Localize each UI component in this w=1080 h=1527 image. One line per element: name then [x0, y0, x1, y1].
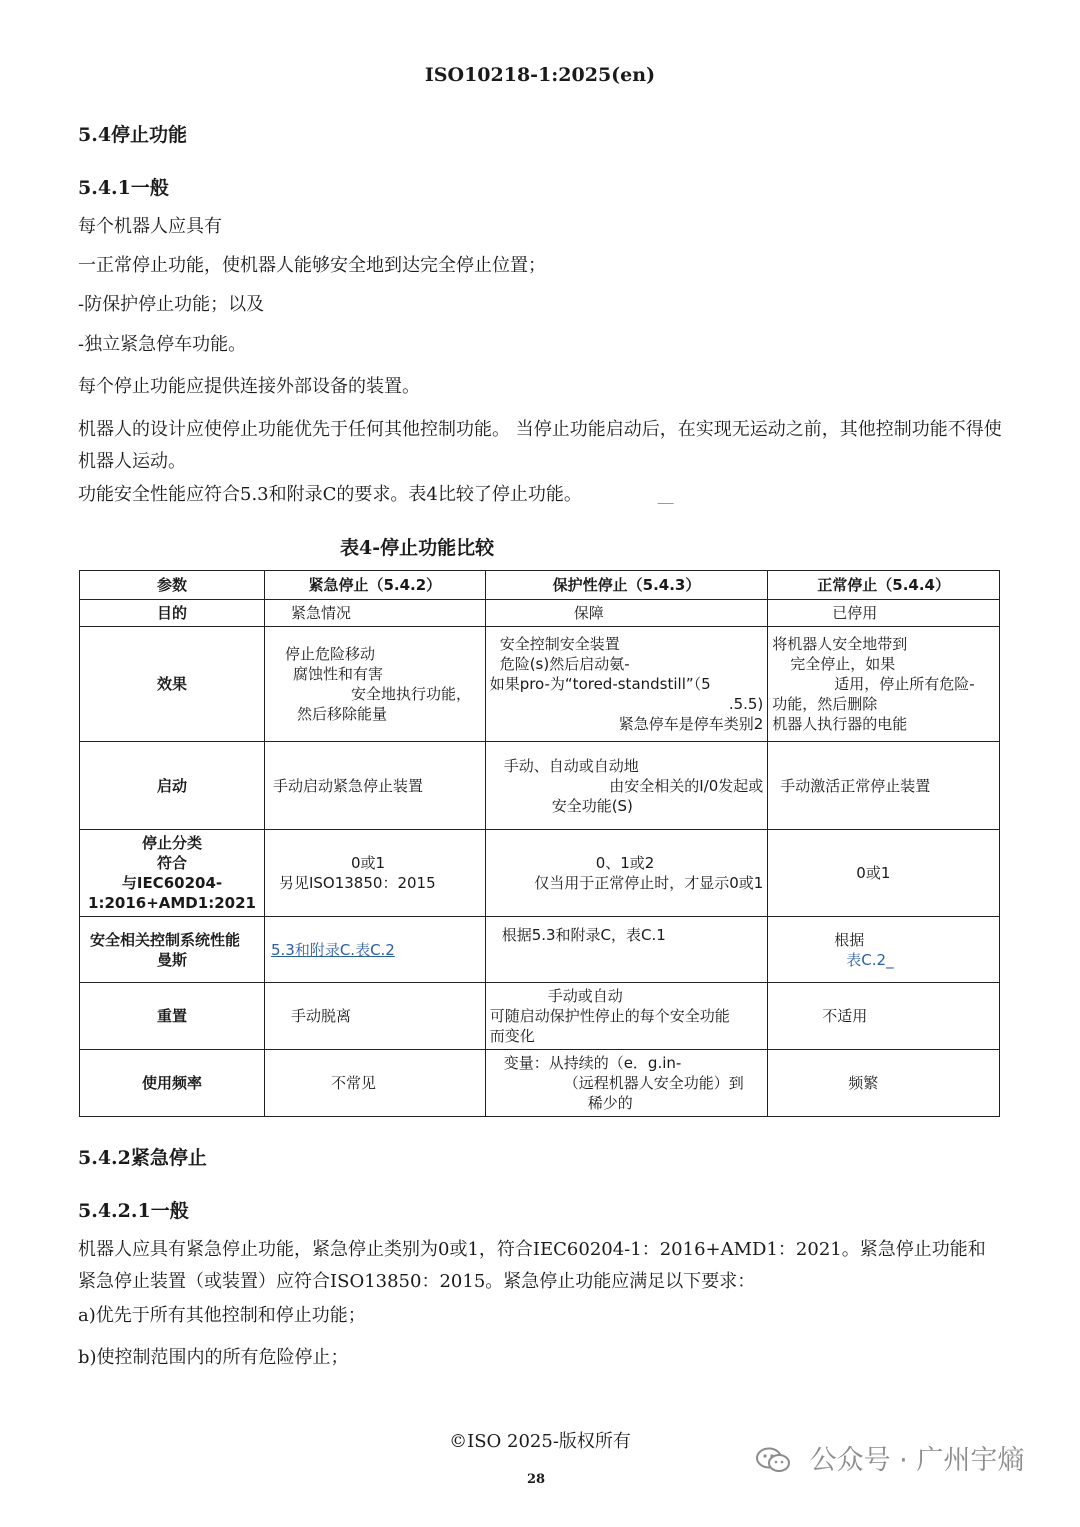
cell-line: 稀少的: [587, 1094, 633, 1112]
cell: 频繁: [768, 1050, 1000, 1117]
paragraph: 每个停止功能应提供连接外部设备的装置。: [78, 376, 420, 397]
cell-line: 0、1或2: [595, 854, 655, 872]
cell: 根据5.3和附录C，表C.1: [485, 917, 768, 983]
paragraph: 一正常停止功能，使机器人能够安全地到达完全停止位置；: [78, 255, 546, 276]
row-label-performance: [80, 917, 265, 983]
document-id-header: ISO10218-1:2025(en): [424, 64, 656, 86]
cell-line: 另见ISO13850：2015: [278, 874, 436, 892]
table-row: [80, 830, 1000, 917]
cell-line: 变量：从持续的（e．g.in-: [503, 1054, 682, 1072]
page-number: 28: [527, 1472, 546, 1487]
cell-line: 适用，停止所有危险-: [834, 675, 975, 693]
cell-line: 安全控制安全装置: [499, 635, 620, 653]
row-label-reset: 重置: [80, 983, 265, 1050]
header-parameter: 参数: [80, 571, 265, 600]
cell: [485, 742, 768, 830]
cross-reference-link[interactable]: 5.3和附录C.表C.2: [270, 940, 395, 959]
cell: [485, 983, 768, 1050]
cell-line: 危险(s)然后启动氨-: [499, 655, 630, 673]
paragraph: 每个机器人应具有: [78, 216, 222, 237]
table-row: [80, 627, 1000, 742]
list-item: a)优先于所有其他控制和停止功能；: [78, 1305, 366, 1326]
cell-line: 安全功能(S): [551, 796, 633, 815]
cell-line: 1:2016+AMD1:2021: [88, 894, 256, 912]
cell: 不适用: [768, 983, 1000, 1050]
cell-line: 腐蚀性和有害: [292, 665, 383, 683]
cell-line: 停止危险移动: [284, 645, 375, 663]
cell: 保障: [485, 600, 768, 627]
cell: [485, 830, 768, 917]
cell: 不常见: [264, 1050, 485, 1117]
row-label-effect: 效果: [80, 627, 265, 742]
cell-line: 根据: [834, 930, 865, 949]
section-5-4-1-title: 5.4.1一般: [78, 177, 169, 199]
cell-line: 机器人执行器的电能: [772, 715, 908, 733]
cell: 手动启动紧急停止装置: [264, 742, 485, 830]
cell-line: 如果pro-为“tored-standstill”（5: [489, 675, 711, 693]
row-label-purpose: 目的: [80, 600, 265, 627]
cell-line: （远程机器人安全功能）到: [563, 1074, 744, 1092]
cell: [264, 917, 485, 983]
wechat-icon: [755, 1447, 791, 1473]
cell-line: 仅当用于正常停止时，才显示0或1: [534, 874, 764, 892]
paragraph: [78, 479, 1003, 511]
paragraph: 机器人应具有紧急停止功能，紧急停止类别为0或1，符合IEC60204-1：2016+AMD1：2021。紧急停止功能和紧急停止装置（或装置）应符合ISO13850：2015。紧急停止功能应满足以下要求：: [78, 1239, 986, 1292]
cell-line: 符合: [156, 854, 187, 872]
cell: 手动脱离: [264, 983, 485, 1050]
cell-line: 紧急停车是停车类别2: [618, 715, 764, 733]
table-caption: 表4-停止功能比较: [340, 537, 495, 559]
section-5-4-2-1-title: 5.4.2.1一般: [78, 1200, 189, 1222]
list-item: b)使控制范围内的所有危险停止；: [78, 1347, 349, 1368]
row-label-stop-category: [80, 830, 265, 917]
cell: [264, 627, 485, 742]
cell-line: 然后移除能量: [296, 705, 387, 723]
table-row: [80, 1050, 1000, 1117]
cell-line: 0或1: [350, 854, 386, 872]
cell-line: 安全地执行功能，: [350, 685, 471, 703]
cell: [485, 1050, 768, 1117]
row-label-frequency: 使用频率: [80, 1050, 265, 1117]
header-protective-stop: 保护性停止（5.4.3）: [485, 571, 768, 600]
copyright-footer: ©ISO 2025-版权所有: [449, 1431, 631, 1452]
table-header-row: [80, 571, 1000, 600]
cell-line: 而变化: [489, 1027, 535, 1045]
section-5-4-title: 5.4停止功能: [78, 124, 188, 146]
cell: [264, 830, 485, 917]
cell-line: 手动、自动或自动地: [503, 756, 639, 775]
cell-line: .5.5): [728, 695, 764, 713]
cell: 手动激活正常停止装置: [768, 742, 1000, 830]
cell-line: 停止分类: [141, 834, 202, 852]
section-5-4-2-title: 5.4.2紧急停止: [78, 1147, 207, 1169]
header-emergency-stop: 紧急停止（5.4.2）: [264, 571, 485, 600]
watermark: [755, 1438, 1024, 1477]
stop-function-comparison-table: [79, 570, 1000, 1117]
cell-line: 完全停止，如果: [790, 655, 896, 673]
cell-line: 与IEC60204-: [121, 874, 223, 892]
cell: 已停用: [768, 600, 1000, 627]
cell: 紧急情况: [264, 600, 485, 627]
table-row: [80, 742, 1000, 830]
list-item: -独立紧急停车功能。: [78, 334, 247, 355]
cell: 0或1: [768, 830, 1000, 917]
cell-line: 将机器人安全地带到: [772, 635, 908, 653]
watermark-text: 公众号 · 广州宇熵: [809, 1445, 1025, 1476]
cross-reference-link[interactable]: 表C.2_: [846, 950, 894, 969]
row-label-initiation: 启动: [80, 742, 265, 830]
table-row: [80, 983, 1000, 1050]
paragraph: 机器人的设计应使停止功能优先于任何其他控制功能。 当停止功能启动后，在实现无运动之前，其他控制功能不得使机器人运动。: [78, 419, 1002, 472]
link-mark: __: [657, 485, 674, 504]
table-row: [80, 600, 1000, 627]
cell-line: 可随启动保护性停止的每个安全功能: [489, 1007, 730, 1025]
cell: [768, 627, 1000, 742]
header-normal-stop: 正常停止（5.4.4）: [768, 571, 1000, 600]
cell-line: 功能，然后删除: [772, 695, 878, 713]
cell-line: 安全相关控制系统性能: [90, 930, 241, 949]
list-item: -防保护停止功能；以及: [78, 294, 265, 315]
paragraph-text: 功能安全性能应符合5.3和附录C的要求。表4比较了停止功能。: [78, 484, 582, 505]
table-row: [80, 917, 1000, 983]
cell: [768, 917, 1000, 983]
cell-line: 由安全相关的I/0发起或: [609, 776, 764, 795]
cell-line: 曼斯: [156, 950, 187, 969]
cell: [485, 627, 768, 742]
cell-line: 手动或自动: [547, 987, 623, 1005]
